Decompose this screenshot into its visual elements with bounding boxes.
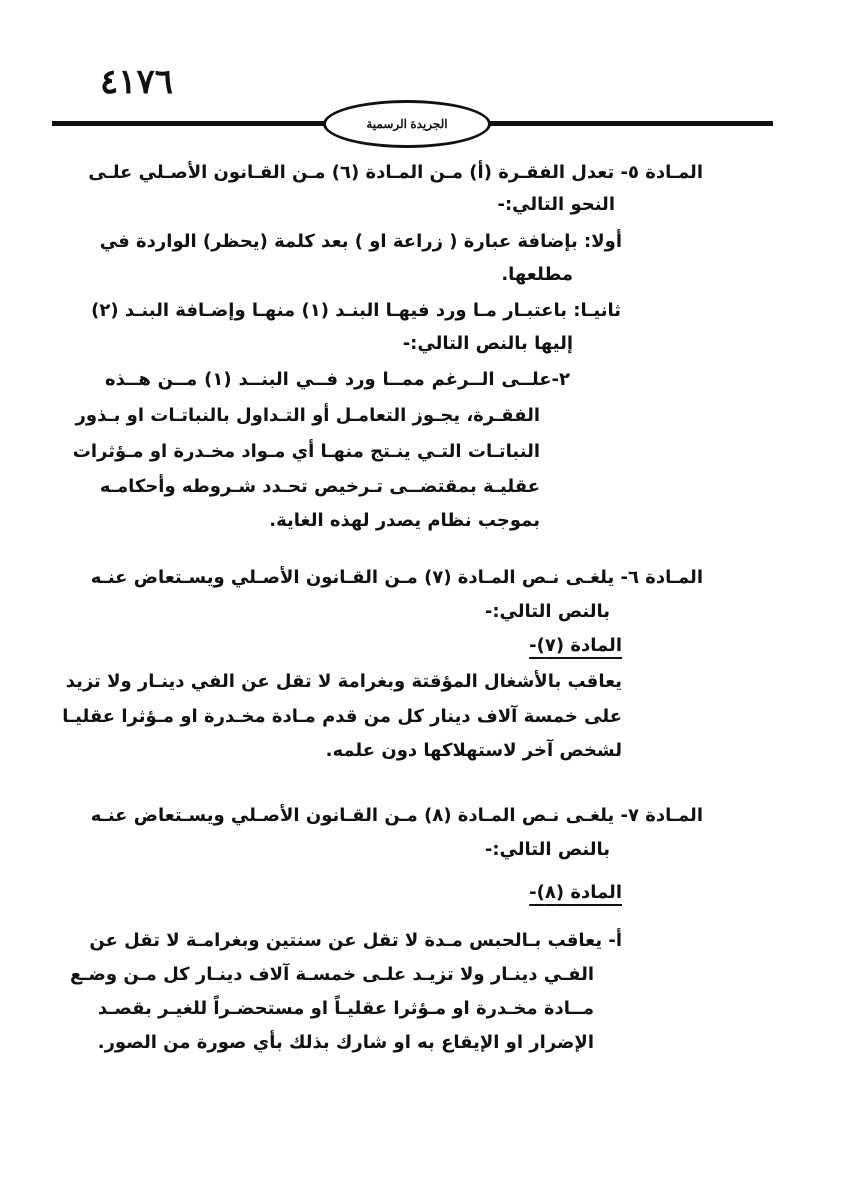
article-6-quoted-text: على خمسة آلاف دينار كل من قدم مـادة مخـدرة او مـؤثرا عقليـا — [62, 706, 622, 727]
article-7-heading: المـادة ٧- يلغـى نـص المـادة (٨) مـن القـانون الأصـلي ويسـتعاض عنـه — [90, 805, 703, 826]
article-5-clause-2-line: النباتـات التـي ينـتج منهـا أي مـواد مخـدرة او مـؤثرات — [72, 441, 540, 462]
article-7-clause-a-line: مــادة مخـدرة او مـؤثرا عقليـاً او مستحضـراً للغيـر بقصـد — [97, 998, 594, 1019]
article-5-clause-2: ٢-علــى الــرغم ممــا ورد فــي البنــد (١) مــن هــذه — [105, 369, 570, 390]
article-7-clause-a: أ- يعاقب بـالحبس مـدة لا تقل عن سنتين وبغرامـة لا تقل عن — [89, 930, 622, 951]
masthead-title: الجريدة الرسمية — [366, 117, 448, 131]
article-5-clause-2-line: بموجب نظام يصدر لهذه الغاية. — [269, 510, 540, 531]
article-7-line: بالنص التالي:- — [484, 839, 610, 860]
masthead-oval — [323, 100, 491, 148]
article-6-heading: المـادة ٦- يلغـى نـص المـادة (٧) مـن القـانون الأصـلي ويسـتعاض عنـه — [90, 567, 703, 588]
article-6-line: بالنص التالي:- — [484, 601, 610, 622]
article-7-clause-a-line: الإضرار او الإيقاع به او شارك بذلك بأي صورة من الصور. — [97, 1032, 594, 1053]
article-5-heading: المـادة ٥- تعدل الفقـرة (أ) مـن المـادة (٦) مـن القـانون الأصـلي علـى — [88, 162, 703, 183]
article-7-quoted-heading: المادة (٨)- — [529, 882, 622, 903]
article-5-item-first: أولا: بإضافة عبارة ( زراعة او ) بعد كلمة (يحظر) الواردة في — [99, 231, 622, 252]
article-6-quoted-heading: المادة (٧)- — [529, 635, 622, 656]
page-number: ٤١٧٦ — [100, 62, 174, 102]
article-6-quoted-text: لشخص آخر لاستهلاكها دون علمه. — [325, 740, 622, 761]
article-7-clause-a-line: الفـي دينـار ولا تزيـد علـى خمسـة آلاف دينـار كل مـن وضـع — [70, 964, 594, 985]
article-5-clause-2-line: الفقـرة، يجـوز التعامـل أو التـداول بالنباتـات او بـذور — [75, 405, 540, 426]
article-5-clause-2-line: عقليـة بمقتضــى تـرخيص تحـدد شـروطه وأحكامـه — [99, 476, 540, 497]
article-5-line: إليها بالنص التالي:- — [402, 333, 573, 354]
article-5-line: النحو التالي:- — [497, 194, 615, 215]
article-5-item-second: ثانيـا: باعتبـار مـا ورد فيهـا البنـد (١) منهـا وإضـافة البنـد (٢) — [91, 300, 621, 321]
article-6-quoted-text: يعاقب بالأشغال المؤقتة وبغرامة لا تقل عن الفي دينـار ولا تزيد — [65, 671, 622, 692]
article-5-line: مطلعها. — [501, 264, 573, 285]
